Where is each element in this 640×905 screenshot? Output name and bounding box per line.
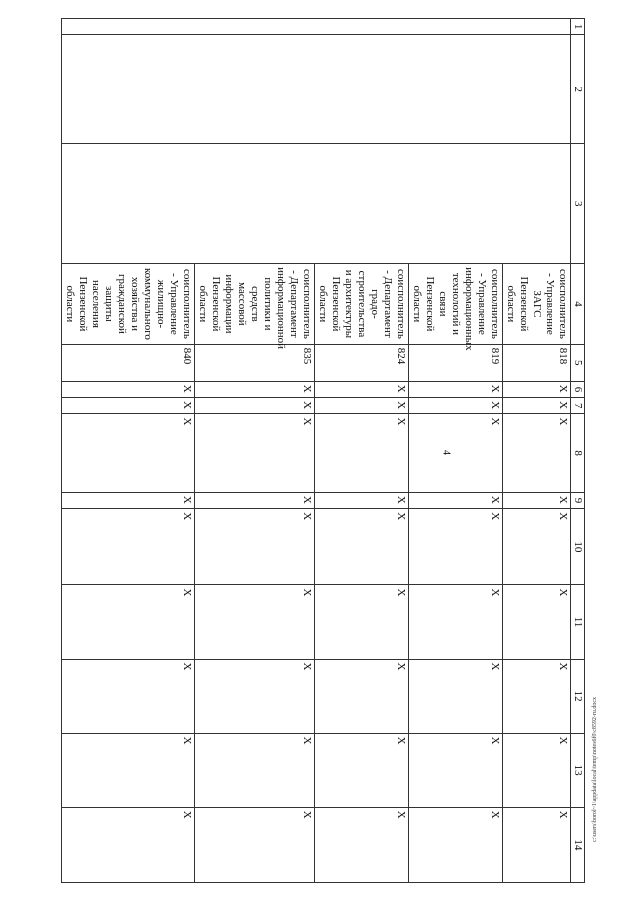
- header-cell: 8: [571, 414, 585, 492]
- header-cell: 7: [571, 398, 585, 414]
- x-cell: X: [503, 398, 571, 414]
- x-cell: X: [315, 414, 409, 492]
- x-cell: X: [409, 381, 503, 397]
- x-cell: X: [62, 414, 195, 492]
- code-cell: 818: [503, 344, 571, 381]
- header-cell: 11: [571, 585, 585, 659]
- header-cell: 1: [571, 19, 585, 35]
- x-cell: X: [315, 492, 409, 508]
- merged-cell-col1: [62, 19, 571, 35]
- header-cell: 4: [571, 264, 585, 345]
- header-cell: 14: [571, 807, 585, 882]
- x-cell: X: [195, 659, 315, 733]
- x-cell: X: [409, 659, 503, 733]
- x-cell: X: [195, 492, 315, 508]
- code-cell: 835: [195, 344, 315, 381]
- x-cell: X: [195, 733, 315, 807]
- x-cell: X: [503, 414, 571, 492]
- x-cell: X: [62, 733, 195, 807]
- x-cell: X: [62, 807, 195, 882]
- executor-cell: соисполнитель - Управление жилищно-коммунального хозяйства и гражданской защиты населения Пензенской области: [62, 264, 195, 345]
- x-cell: X: [503, 585, 571, 659]
- file-path-footer: c:\users\borol~1\appdata\local\temp\notes6f0\c8592-ru.docx: [592, 696, 598, 842]
- x-cell: X: [315, 585, 409, 659]
- code-cell: 824: [315, 344, 409, 381]
- x-cell: X: [503, 492, 571, 508]
- program-table: [61, 18, 585, 883]
- x-cell: X: [195, 398, 315, 414]
- x-cell: X: [62, 509, 195, 585]
- x-cell: X: [195, 807, 315, 882]
- executor-cell: соисполнитель - Управление ЗАГС Пензенской области: [503, 264, 571, 345]
- x-cell: X: [62, 492, 195, 508]
- x-cell: X: [409, 414, 503, 492]
- table-row: [503, 19, 571, 883]
- x-cell: X: [315, 398, 409, 414]
- header-cell: 10: [571, 509, 585, 585]
- executor-cell: соисполнитель - Департамент градо-строительства и архитектуры Пензенской области: [315, 264, 409, 345]
- code-cell: 840: [62, 344, 195, 381]
- rotated-table-wrapper: [64, 18, 585, 883]
- header-cell: 5: [571, 344, 585, 381]
- x-cell: X: [503, 807, 571, 882]
- code-cell: 819: [409, 344, 503, 381]
- header-cell: 12: [571, 659, 585, 733]
- x-cell: X: [409, 492, 503, 508]
- x-cell: X: [409, 509, 503, 585]
- header-cell: 2: [571, 35, 585, 144]
- x-cell: X: [315, 659, 409, 733]
- x-cell: X: [409, 733, 503, 807]
- x-cell: X: [195, 585, 315, 659]
- x-cell: X: [195, 381, 315, 397]
- executor-cell: соисполнитель - Департамент информационной политики и средств массовой информации Пензенской области: [195, 264, 315, 345]
- x-cell: X: [315, 733, 409, 807]
- x-cell: X: [503, 509, 571, 585]
- x-cell: X: [315, 807, 409, 882]
- executor-cell: соисполнитель - Управление информационных технологий и связи Пензенской области: [409, 264, 503, 345]
- x-cell: X: [62, 659, 195, 733]
- x-cell: X: [195, 509, 315, 585]
- x-cell: X: [315, 509, 409, 585]
- merged-cell-col2: [62, 35, 571, 144]
- header-cell: 6: [571, 381, 585, 397]
- page-number: 4: [440, 450, 452, 455]
- header-row: [571, 19, 585, 883]
- x-cell: X: [503, 381, 571, 397]
- x-cell: X: [503, 733, 571, 807]
- merged-cell-col3: [62, 144, 571, 264]
- x-cell: X: [62, 585, 195, 659]
- x-cell: X: [409, 398, 503, 414]
- header-cell: 3: [571, 144, 585, 264]
- x-cell: X: [62, 398, 195, 414]
- x-cell: X: [62, 381, 195, 397]
- header-cell: 9: [571, 492, 585, 508]
- header-cell: 13: [571, 733, 585, 807]
- x-cell: X: [409, 585, 503, 659]
- x-cell: X: [503, 659, 571, 733]
- x-cell: X: [409, 807, 503, 882]
- x-cell: X: [315, 381, 409, 397]
- x-cell: X: [195, 414, 315, 492]
